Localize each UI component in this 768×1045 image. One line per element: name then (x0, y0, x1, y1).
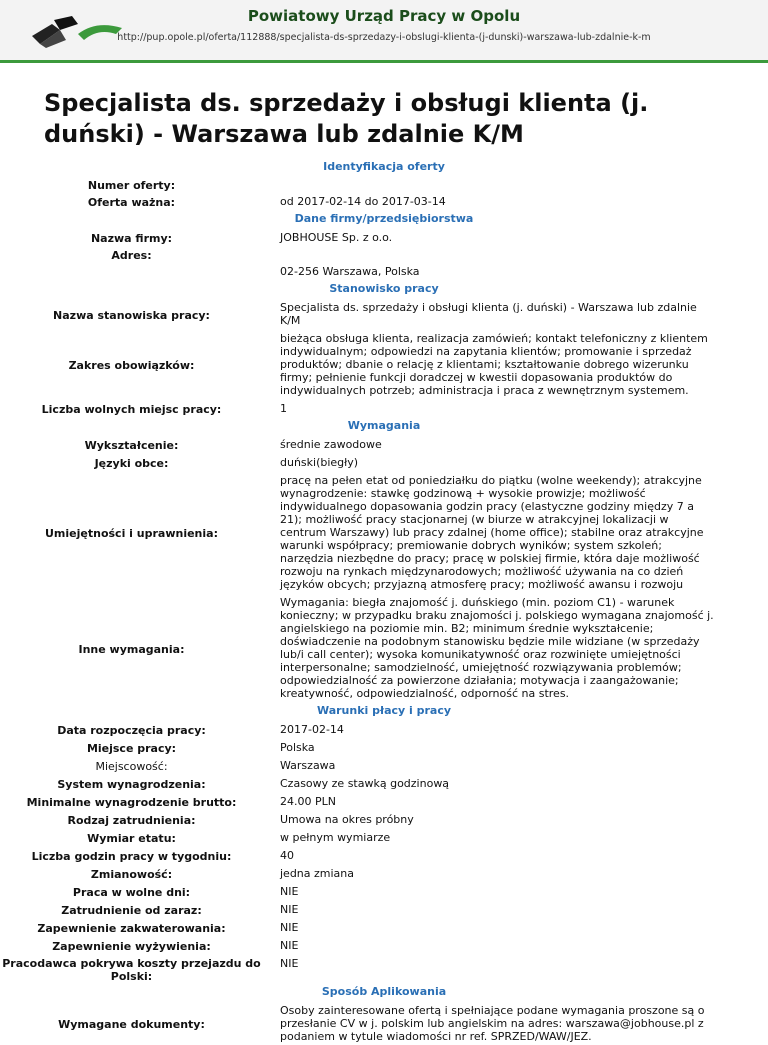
warunki-value: NIE (280, 939, 299, 952)
row-jezyki-obce (0, 453, 768, 471)
warunki-value: NIE (280, 903, 299, 916)
warunki-row (0, 900, 768, 918)
warunki-value: 24.00 PLN (280, 795, 336, 808)
warunki-row (0, 756, 768, 774)
label-adres: Adres: (111, 249, 152, 262)
section-heading-stanowisko: Stanowisko pracy (329, 282, 439, 295)
row-numer-oferty (0, 176, 768, 192)
value-zakres-obowiazkow: bieżąca obsługa klienta, realizacja zamówień; kontakt telefoniczny z klientem indywidualnym; odpowiedzi na zapytania klientów; promowanie i sprzedaż produktów; dbanie o relację z klientami; kształtowanie dobrego wizerunku firmy; pełnienie funkcji doradczej w kwestii dopasowania produktów do indywidualnych potrzeb; administracja i praca z wewnętrznym systemem. (280, 332, 708, 397)
value-wyksztalcenie: średnie zawodowe (280, 438, 382, 451)
section-heading-aplikowanie: Sposób Aplikowania (321, 985, 447, 998)
label-jezyki-obce: Języki obce: (94, 457, 169, 470)
warunki-row (0, 810, 768, 828)
warunki-label: Zapewnienie wyżywienia: (52, 940, 211, 953)
value-jezyki-obce: duński(biegły) (280, 456, 359, 469)
warunki-label: System wynagrodzenia: (57, 778, 206, 791)
warunki-label: Miejscowość: (95, 760, 168, 773)
warunki-value: Warszawa (280, 759, 336, 772)
offer-details (0, 158, 768, 1045)
warunki-row (0, 720, 768, 738)
warunki-value: Polska (280, 741, 315, 754)
warunki-label: Praca w wolne dni: (72, 886, 191, 899)
section-heading-wymagania: Wymagania (347, 419, 421, 432)
warunki-label: Zmianowość: (90, 868, 173, 881)
warunki-label: Wymiar etatu: (87, 832, 176, 845)
warunki-value: NIE (280, 921, 299, 934)
warunki-row (0, 774, 768, 792)
warunki-value: Czasowy ze stawką godzinową (280, 777, 450, 790)
warunki-row (0, 792, 768, 810)
value-nazwa-stanowiska: Specjalista ds. sprzedaży i obsługi klienta (j. duński) - Warszawa lub zdalnie K/M (280, 301, 697, 327)
label-zakres-obowiazkow: Zakres obowiązków: (68, 359, 195, 372)
value-adres: 02-256 Warszawa, Polska (280, 265, 420, 278)
label-nazwa-stanowiska: Nazwa stanowiska pracy: (53, 308, 210, 322)
warunki-label: Zapewnienie zakwaterowania: (37, 922, 226, 935)
warunki-label: Minimalne wynagrodzenie brutto: (26, 796, 237, 809)
warunki-label: Pracodawca pokrywa koszty przejazdu do Polski: (2, 957, 261, 983)
warunki-label: Zatrudnienie od zaraz: (61, 904, 202, 917)
value-wymagane-dokumenty: Osoby zainteresowane ofertą i spełniające podane wymagania proszone są o przesłanie CV w j. polskim lub angielskim na adres: warszawa@jobhouse.pl z podaniem w tytule wiadomości nr ref. SPRZED/WAW/JEZ. (280, 1004, 705, 1043)
section-heading-warunki: Warunki płacy i pracy (316, 704, 452, 717)
site-header (0, 0, 768, 63)
label-oferta-wazna: Oferta ważna: (87, 196, 176, 209)
row-wyksztalcenie (0, 435, 768, 453)
value-inne-wymagania: Wymagania: biegła znajomość j. duńskiego (min. poziom C1) - warunek konieczny; w przypadku braku znajomości j. polskiego wymagana znajomość j. angielskiego na poziomie min. B2; minimum średnie wykształcenie; doświadczenie na podobnym stanowisku będzie mile widziane (w sprzedaży lub/i call center); wysoka komunikatywność oraz rozwinięte umiejętności interpersonalne; samodzielność, umiejętność rozwiązywania problemów; odpowiedzialność za powierzone działania; motywacja i zaangażowanie; kreatywność, odpowiedzialność, odporność na stres. (280, 596, 714, 700)
row-adres (0, 246, 768, 280)
label-wymagane-dokumenty: Wymagane dokumenty: (58, 1018, 205, 1031)
label-inne-wymagania: Inne wymagania: (78, 642, 185, 656)
warunki-row (0, 882, 768, 900)
warunki-list (0, 720, 768, 983)
warunki-value: w pełnym wymiarze (280, 831, 391, 844)
warunki-value: NIE (280, 957, 299, 970)
row-inne-wymagania (0, 593, 768, 702)
label-liczba-miejsc: Liczba wolnych miejsc pracy: (41, 403, 222, 416)
warunki-row (0, 918, 768, 936)
warunki-row (0, 954, 768, 983)
warunki-value: NIE (280, 885, 299, 898)
section-heading-firma: Dane firmy/przedsiębiorstwa (294, 212, 474, 225)
warunki-row (0, 936, 768, 954)
row-zakres-obowiazkow (0, 329, 768, 399)
section-heading-identyfikacja: Identyfikacja oferty (323, 160, 445, 173)
row-nazwa-firmy (0, 228, 768, 246)
page-title: Specjalista ds. sprzedaży i obsługi klienta (j. duński) - Warszawa lub zdalnie K/M (44, 89, 649, 148)
warunki-label: Data rozpoczęcia pracy: (57, 724, 206, 737)
warunki-row (0, 738, 768, 756)
value-nazwa-firmy: JOBHOUSE Sp. z o.o. (280, 231, 393, 244)
warunki-value: 2017-02-14 (280, 723, 344, 736)
value-liczba-miejsc: 1 (280, 402, 287, 415)
warunki-row (0, 846, 768, 864)
row-oferta-wazna (0, 192, 768, 210)
warunki-row (0, 828, 768, 846)
value-umiejetnosci: pracę na pełen etat od poniedziałku do piątku (wolne weekendy); atrakcyjne wynagrodzenie: stawkę godzinową + wysokie prowizje; możliwość indywidualnego dopasowania godzin pracy (elastyczne godziny między 7 a 21); możliwość pracy stacjonarnej (w biurze w atrakcyjnej lokalizacji w centrum Warszawy) lub pracy zdalnej (home office); stabilne oraz atrakcyjne warunki współpracy; premiowanie dobrych wyników; system szkoleń; narzędzia niezbędne do pracy; pracę w polskiej firmie, która daje możliwość rozwoju na rynkach międzynarodowych; możliwość używania na co dzień języków obcych; przyjazną atmosferę pracy; możliwość awansu i rozwoju (280, 474, 704, 591)
warunki-row (0, 864, 768, 882)
label-wyksztalcenie: Wykształcenie: (84, 439, 179, 452)
label-nazwa-firmy: Nazwa firmy: (90, 232, 173, 245)
warunki-value: Umowa na okres próbny (280, 813, 414, 826)
label-numer-oferty: Numer oferty: (87, 179, 176, 192)
warunki-label: Miejsce pracy: (86, 742, 177, 755)
site-title: Powiatowy Urząd Pracy w Opolu (247, 7, 521, 25)
value-numer-oferty (263, 176, 715, 192)
row-wymagane-dokumenty (0, 1001, 768, 1045)
row-liczba-miejsc (0, 399, 768, 417)
warunki-label: Liczba godzin pracy w tygodniu: (31, 850, 232, 863)
page-url: http://pup.opole.pl/oferta/112888/specjalista-ds-sprzedazy-i-obslugi-klienta-(j-dunski)-warszawa-lub-zdalnie-k-m (117, 32, 651, 43)
row-nazwa-stanowiska (0, 298, 768, 329)
warunki-value: 40 (280, 849, 294, 862)
warunki-label: Rodzaj zatrudnienia: (67, 814, 196, 827)
row-umiejetnosci (0, 471, 768, 593)
value-oferta-wazna: od 2017-02-14 do 2017-03-14 (280, 195, 446, 208)
label-umiejetnosci: Umiejętności i uprawnienia: (45, 527, 218, 540)
warunki-value: jedna zmiana (280, 867, 355, 880)
